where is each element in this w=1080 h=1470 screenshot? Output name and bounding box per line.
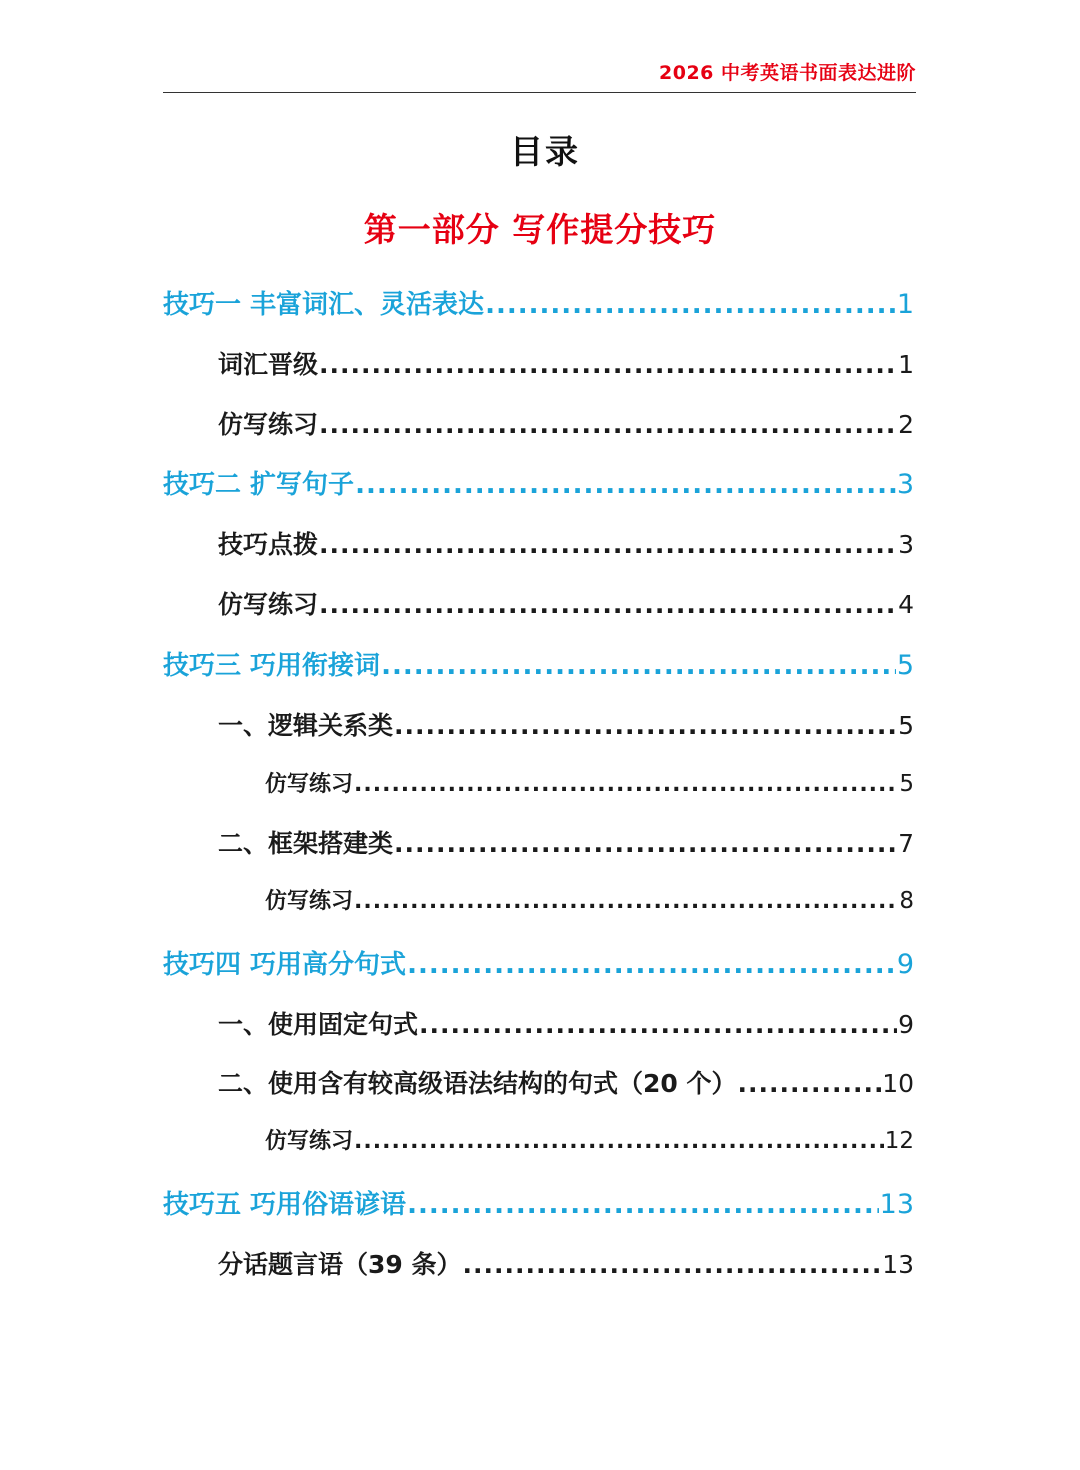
dot-leader — [319, 410, 897, 439]
toc-entry-advanced-grammar[interactable] — [218, 1064, 914, 1104]
dot-leader — [419, 1010, 897, 1039]
toc-entry-practice[interactable] — [265, 767, 914, 807]
toc-entry-skill-5[interactable] — [163, 1184, 914, 1224]
toc-entry-tips[interactable] — [218, 525, 914, 565]
toc-entry-vocab-upgrade[interactable] — [218, 345, 914, 385]
toc-page-number: 8 — [899, 888, 914, 914]
toc-page-number: 4 — [898, 590, 914, 619]
dot-leader — [394, 711, 897, 740]
dot-leader — [319, 350, 897, 379]
toc-page-number: 5 — [896, 650, 914, 681]
toc-entry-label: 仿写练习 — [265, 1129, 354, 1154]
dot-leader — [319, 530, 897, 559]
part-title: 第一部分 写作提分技巧 — [363, 210, 717, 249]
toc-entry-label: 技巧一 丰富词汇、灵活表达 — [163, 290, 485, 320]
toc-entry-label: 二、框架搭建类 — [218, 829, 394, 858]
dot-leader — [354, 1129, 884, 1154]
dot-leader — [485, 290, 896, 320]
dot-leader — [463, 1250, 882, 1279]
toc-page-number: 1 — [898, 350, 914, 379]
page-header — [163, 58, 916, 93]
toc-entry-framework[interactable] — [218, 824, 914, 864]
dot-leader — [354, 889, 898, 914]
toc-page-number: 9 — [896, 949, 914, 980]
toc-entry-label: 分话题言语（39 条） — [218, 1250, 462, 1279]
toc-entry-label: 一、逻辑关系类 — [218, 711, 394, 740]
toc-entry-label: 一、使用固定句式 — [218, 1010, 419, 1039]
toc-entry-label: 仿写练习 — [265, 772, 354, 797]
toc-entry-logic-relations[interactable] — [218, 706, 914, 746]
toc-entry-skill-2[interactable] — [163, 464, 914, 504]
toc-entry-fixed-patterns[interactable] — [218, 1005, 914, 1045]
dot-leader — [738, 1069, 882, 1098]
toc-page-number: 1 — [896, 289, 914, 320]
toc-page-number: 10 — [882, 1069, 914, 1098]
dot-leader — [394, 829, 897, 858]
toc-page-number: 3 — [898, 530, 914, 559]
toc-entry-label: 词汇晋级 — [218, 350, 319, 379]
toc-entry-practice[interactable] — [218, 585, 914, 625]
toc-page-number: 7 — [898, 829, 914, 858]
toc-entry-practice[interactable] — [265, 1124, 914, 1164]
toc-page-number: 9 — [898, 1010, 914, 1039]
header-title: 2026 中考英语书面表达进阶 — [659, 62, 916, 84]
toc-entry-label: 技巧三 巧用衔接词 — [163, 651, 381, 681]
dot-leader — [381, 651, 896, 681]
toc-entry-label: 仿写练习 — [218, 410, 319, 439]
toc-entry-topic-quotes[interactable] — [218, 1245, 914, 1285]
toc-entry-label: 技巧点拨 — [218, 530, 319, 559]
toc-entry-skill-1[interactable] — [163, 284, 914, 324]
toc-entry-skill-3[interactable] — [163, 645, 914, 685]
toc-page-number: 2 — [898, 410, 914, 439]
toc-page-number: 5 — [899, 771, 914, 797]
toc-page-number: 12 — [884, 1128, 914, 1154]
toc-entry-label: 技巧四 巧用高分句式 — [163, 950, 407, 980]
toc-entry-label: 技巧五 巧用俗语谚语 — [163, 1190, 407, 1220]
toc-entry-skill-4[interactable] — [163, 944, 914, 984]
toc-entry-label: 仿写练习 — [218, 590, 319, 619]
toc-entry-practice[interactable] — [265, 884, 914, 924]
toc-page-number: 3 — [896, 469, 914, 500]
dot-leader — [407, 950, 896, 980]
toc-title: 目录 — [510, 132, 580, 171]
toc-page-number: 13 — [879, 1189, 914, 1220]
dot-leader — [355, 470, 896, 500]
toc-entry-label: 仿写练习 — [265, 889, 354, 914]
dot-leader — [319, 590, 897, 619]
toc-page-number: 13 — [882, 1250, 914, 1279]
toc-entry-label: 二、使用含有较高级语法结构的句式（20 个） — [218, 1069, 737, 1098]
toc-entry-label: 技巧二 扩写句子 — [163, 470, 355, 500]
dot-leader — [354, 772, 898, 797]
toc-page-number: 5 — [898, 711, 914, 740]
toc-entry-practice[interactable] — [218, 405, 914, 445]
dot-leader — [407, 1190, 879, 1220]
